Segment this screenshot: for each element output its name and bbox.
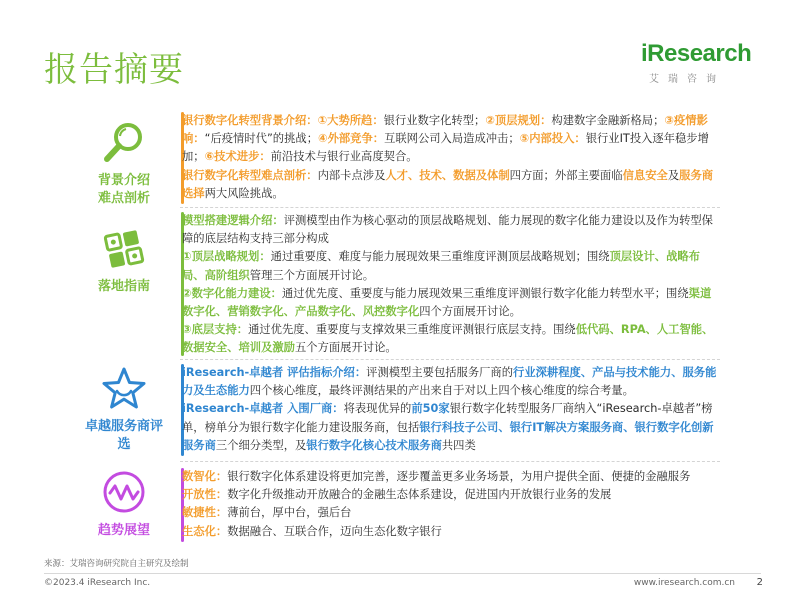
magnifier-icon: [99, 118, 149, 168]
body-text: 数字化升级推动开放融合的金融生态体系建设，促进国内开放银行业务的发展: [227, 488, 612, 502]
body-text: 五个方面展开讨论。: [294, 341, 397, 355]
highlight-text: 敏捷性：: [182, 506, 228, 520]
highlight-text: 生态化：: [182, 524, 228, 538]
logo-wordmark: iResearch: [641, 40, 752, 67]
page-number: 2: [756, 577, 763, 588]
body-text: 通过优先度、重要度与支撑效果三重维度评测银行底层支持。围绕: [248, 323, 576, 337]
body-text: 银行数字化转型服务厂商纳入“iResearch-卓越者”榜单，榜单分为银行数字化能力建设服务商，包括: [182, 402, 713, 434]
section-body: [182, 468, 722, 541]
highlight-text: 低代码、RPA、人工智能、数据安全、培训及激励: [182, 323, 714, 355]
highlight-text: 开放性：: [182, 488, 228, 502]
source-note: 来源：艾瑞咨询研究院自主研究及绘制: [44, 559, 189, 569]
highlight-text: 银行数字化转型难点剖析：: [182, 168, 318, 182]
body-text: 通过重要度、难度与能力展现效果三重维度评测顶层战略规划；围绕: [270, 250, 610, 264]
highlight-text: 银行科技子公司、银行IT解决方案服务商、银行数字化创新服务商: [182, 420, 714, 452]
section-paragraph: [182, 167, 722, 203]
body-text: 数据融合、互联合作，迈向生态化数字银行: [227, 524, 442, 538]
highlight-text: ①大势所趋：: [317, 114, 384, 127]
highlight-text: 银行数字化核心技术服务商: [306, 438, 442, 452]
body-text: 银行业数字化转型；: [383, 114, 486, 127]
section-paragraph: [182, 468, 722, 486]
body-text: 两大风险挑战。: [204, 186, 284, 200]
section-paragraph: [182, 364, 722, 400]
section-paragraph: [182, 285, 722, 321]
section-body: [182, 212, 722, 358]
highlight-text: 渠道数字化、营销数字化、产品数字化、风控数字化: [182, 286, 712, 319]
section-paragraph: [182, 248, 722, 284]
body-text: 评测模型主要包括服务厂商的: [366, 366, 514, 379]
highlight-text: ⑥技术进步：: [204, 150, 271, 164]
highlight-text: ②数字化能力建设：: [182, 286, 282, 300]
logo-subtitle: 艾瑞咨询: [649, 74, 725, 85]
section-label: 趋势展望: [97, 523, 150, 538]
section-paragraph: [182, 321, 722, 357]
body-text: 评测模型由作为核心驱动的顶层战略规划、能力展现的数字化能力建设以及作为转型保障的底层结构支持三部分构成: [182, 214, 713, 246]
body-text: 管理三个方面展开讨论。: [249, 268, 375, 282]
highlight-text: ③疫情影响：: [182, 114, 708, 146]
website-url: www.iresearch.com.cn: [633, 578, 735, 588]
highlight-text: 模型搭建逻辑介绍：: [182, 214, 284, 227]
body-text: 三个细分类型，及: [215, 438, 307, 452]
section-label-column: [80, 118, 168, 208]
highlight-text: ④外部竞争：: [318, 132, 385, 146]
section-paragraph: [182, 212, 722, 248]
highlight-text: ①顶层战略规划：: [182, 250, 271, 264]
section-vendor: [80, 364, 760, 456]
section-divider: [180, 207, 720, 208]
star-icon: [99, 364, 149, 414]
highlight-text: 信息安全: [622, 168, 668, 182]
body-text: 将表现优异的: [343, 402, 412, 416]
highlight-text: 前50家: [411, 402, 450, 416]
body-text: 四个核心维度，最终评测结果的产出来自于对以上四个核心维度的综合考量。: [249, 384, 634, 398]
section-label-column: [80, 364, 168, 454]
footer-divider: [44, 573, 761, 574]
section-body: [182, 364, 722, 455]
highlight-text: 行业深耕程度、产品与技术能力、服务能力及生态能力: [182, 366, 717, 398]
section-paragraph: [182, 504, 722, 522]
page-title: 报告摘要: [44, 50, 184, 90]
body-text: 互联网公司入局造成冲击；: [384, 132, 520, 146]
body-text: 四个方面展开讨论。: [419, 305, 521, 319]
body-text: 薄前台，厚中台，强后台: [227, 506, 352, 520]
section-label-column: [80, 224, 168, 296]
body-text: 银行业IT投入逐年稳步增加；: [182, 132, 709, 164]
section-body: [182, 112, 722, 203]
highlight-text: 银行数字化转型背景介绍：: [182, 114, 318, 127]
section-label: 背景介绍 难点剖析: [97, 173, 150, 206]
highlight-text: ②顶层规划：: [485, 114, 552, 127]
highlight-text: 人才、技术、数据及体制: [385, 168, 510, 182]
section-divider: [180, 461, 720, 462]
body-text: “后疫情时代”的挑战；: [204, 132, 318, 146]
highlight-text: 数智化：: [182, 470, 228, 483]
body-text: 构建数字金融新格局；: [551, 114, 665, 127]
highlight-text: ⑤内部投入：: [519, 132, 586, 146]
section-paragraph: [182, 523, 722, 541]
highlight-text: ③底层支持：: [182, 323, 249, 337]
section-paragraph: [182, 112, 722, 167]
section-label: 落地指南: [97, 279, 150, 294]
body-text: 四方面；外部主要面临: [509, 168, 623, 182]
section-background: [80, 112, 760, 204]
section-guide: [80, 212, 760, 356]
body-text: 共四类: [441, 438, 476, 452]
highlight-text: 服务商选择: [182, 168, 714, 200]
iresearch-logo: [635, 40, 755, 86]
section-trend: [80, 468, 760, 542]
section-label: 卓越服务商评选: [84, 419, 163, 452]
section-divider: [180, 359, 720, 360]
section-label-column: [80, 468, 168, 540]
puzzle-icon: [99, 224, 149, 274]
copyright: ©2023.4 iResearch Inc.: [44, 578, 151, 588]
body-text: 银行数字化体系建设将更加完善，逐步覆盖更多业务场景，为用户提供全面、便捷的金融服务: [227, 470, 691, 483]
body-text: 内部卡点涉及: [317, 168, 386, 182]
section-paragraph: [182, 486, 722, 504]
highlight-text: iResearch-卓越者 评估指标介绍：: [182, 366, 367, 379]
highlight-text: 顶层设计、战略布局、高阶组织: [182, 250, 700, 282]
section-paragraph: [182, 400, 722, 455]
wave-icon: [99, 468, 149, 518]
body-text: 前沿技术与银行业高度契合。: [270, 150, 418, 164]
body-text: 通过优先度、重要度与能力展现效果三重维度评测银行数字化能力转型水平；围绕: [281, 286, 689, 300]
highlight-text: iResearch-卓越者 入围厂商：: [182, 402, 344, 416]
body-text: 及: [667, 168, 680, 182]
